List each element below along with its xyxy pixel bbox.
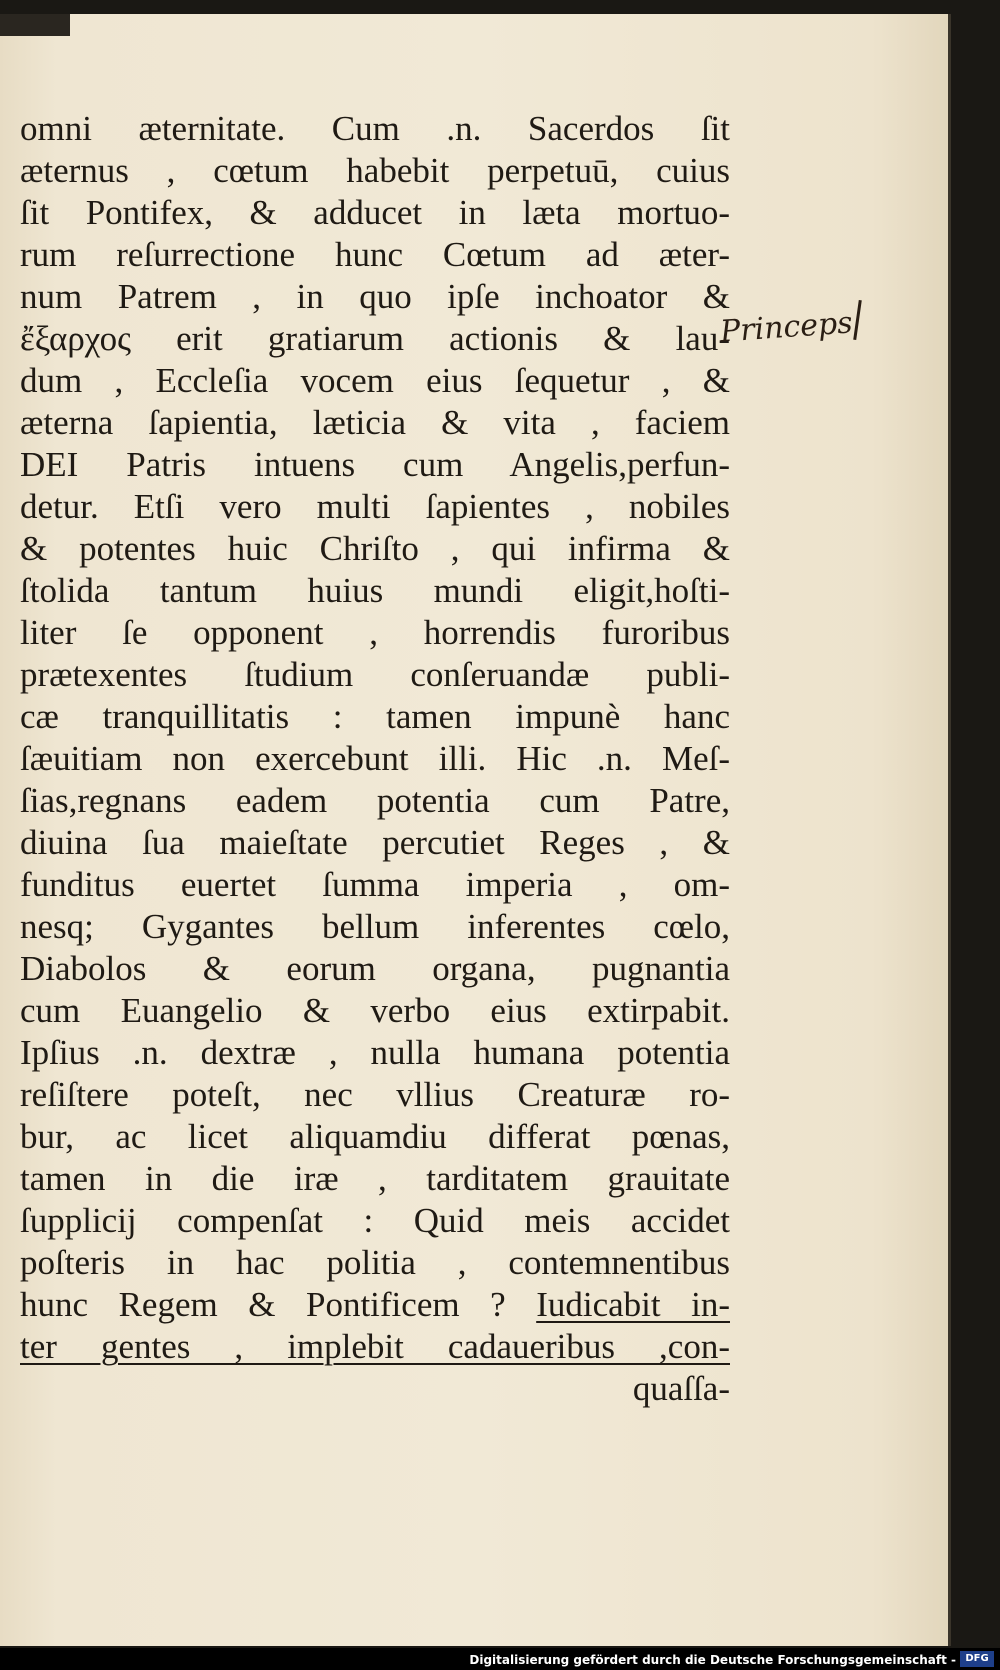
- text-line: ἔξαρχος erit gratiarum actionis & lau-: [20, 319, 730, 358]
- text-line: Ipſius .n. dextræ , nulla humana potentia: [20, 1033, 730, 1072]
- text-line: ſias,regnans eadem potentia cum Patre,: [20, 781, 730, 820]
- book-page: [0, 14, 951, 1646]
- funding-credit: Digitalisierung gefördert durch die Deutsche Forschungsgemeinschaft -: [469, 1653, 956, 1667]
- text-line: reſiſtere poteſt, nec vllius Creaturæ ro-: [20, 1075, 730, 1114]
- text-line: [20, 1284, 730, 1326]
- text-line: nesq; Gygantes bellum inferentes cœlo,: [20, 907, 730, 946]
- text-line: bur, ac licet aliquamdiu differat pœnas,: [20, 1117, 730, 1156]
- text-line: rum reſurrectione hunc Cœtum ad æter-: [20, 235, 730, 274]
- text-line: omni æternitate. Cum .n. Sacerdos ſit: [20, 109, 730, 148]
- text-line: DEI Patris intuens cum Angelis,perfun-: [20, 445, 730, 484]
- text-line: funditus euertet ſumma imperia , om-: [20, 865, 730, 904]
- underlined-text: ter gentes , implebit cadaueribus ,con-: [20, 1327, 730, 1366]
- dfg-logo: DFG: [960, 1651, 994, 1667]
- text-line: num Patrem , in quo ipſe inchoator &: [20, 277, 730, 316]
- page-corner-shadow: [0, 14, 70, 36]
- margin-bracket-mark: [853, 300, 862, 340]
- handwritten-margin-note: Princeps: [718, 305, 854, 350]
- text-line: dum , Eccleſia vocem eius ſequetur , &: [20, 361, 730, 400]
- underlined-text: Iudicabit in-: [536, 1285, 730, 1324]
- text-line: poſteris in hac politia , contemnentibus: [20, 1243, 730, 1282]
- text-line: diuina ſua maieſtate percutiet Reges , &: [20, 823, 730, 862]
- text-line: tamen in die iræ , tarditatem grauitate: [20, 1159, 730, 1198]
- text-line: ſupplicij compenſat : Quid meis accidet: [20, 1201, 730, 1240]
- footer-bar: [0, 1648, 1000, 1670]
- text-segment: hunc Regem & Pontificem ?: [20, 1285, 506, 1324]
- text-line: æterna ſapientia, læticia & vita , faciem: [20, 403, 730, 442]
- text-line: detur. Etſi vero multi ſapientes , nobiles: [20, 487, 730, 526]
- text-line: Diabolos & eorum organa, pugnantia: [20, 949, 730, 988]
- text-line: cæ tranquillitatis : tamen impunè hanc: [20, 697, 730, 736]
- text-line: ſæuitiam non exercebunt illi. Hic .n. Meſ-: [20, 739, 730, 778]
- text-line: prætexentes ſtudium conſeruandæ publi-: [20, 655, 730, 694]
- text-line: [20, 1326, 730, 1368]
- body-text: [20, 108, 730, 1410]
- text-line: & potentes huic Chriſto , qui infirma &: [20, 529, 730, 568]
- text-line: æternus , cœtum habebit perpetuū, cuius: [20, 151, 730, 190]
- catchword: quaſſa-: [632, 1369, 730, 1408]
- text-line: ſtolida tantum huius mundi eligit,hoſti-: [20, 571, 730, 610]
- text-line: liter ſe opponent , horrendis furoribus: [20, 613, 730, 652]
- text-line: cum Euangelio & verbo eius extirpabit.: [20, 991, 730, 1030]
- text-line: ſit Pontifex, & adducet in læta mortuo-: [20, 193, 730, 232]
